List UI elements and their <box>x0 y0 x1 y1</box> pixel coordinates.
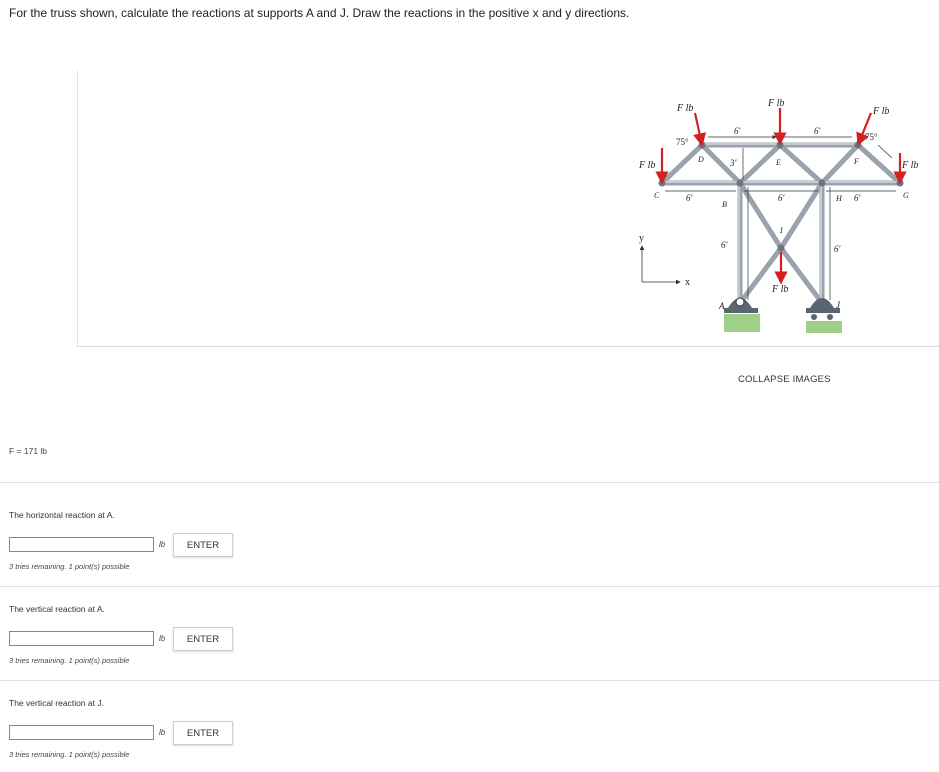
dim-EF: 6' <box>814 126 821 136</box>
load-label-D: F lb <box>677 103 694 114</box>
support-A <box>724 298 760 332</box>
coordinate-axes <box>639 233 690 288</box>
member-highlights <box>662 144 900 303</box>
unit-label: lb <box>159 728 166 737</box>
tries-remaining: 3 tries remaining. 1 point(s) possible <box>9 562 130 571</box>
enter-button[interactable]: ENTER <box>173 533 233 557</box>
node-I: I <box>780 226 783 235</box>
axis-x-label: x <box>685 277 690 288</box>
tries-remaining: 3 tries remaining. 1 point(s) possible <box>9 750 130 759</box>
node-J: J <box>836 300 840 310</box>
dim-HG: 6' <box>854 193 861 203</box>
divider <box>0 680 939 681</box>
angle-label-F: 75° <box>865 132 878 142</box>
divider <box>0 586 939 587</box>
problem-statement: For the truss shown, calculate the reactions at supports A and J. Draw the reactions in the positive x and y directions. <box>9 6 630 20</box>
answer-input-vertical-A[interactable] <box>9 631 154 646</box>
answer-input-horizontal-A[interactable] <box>9 537 154 552</box>
load-label-F: F lb <box>873 106 890 117</box>
dim-DE: 6' <box>734 126 741 136</box>
node-B: B <box>722 200 727 209</box>
dim-CB: 6' <box>686 193 693 203</box>
node-E: E <box>776 158 781 167</box>
load-label-G: F lb <box>902 160 919 171</box>
dim-JH: 6' <box>834 244 841 254</box>
tries-remaining: 3 tries remaining. 1 point(s) possible <box>9 656 130 665</box>
truss-diagram <box>630 88 939 348</box>
load-label-C: F lb <box>639 160 656 171</box>
given-force-value: F = 171 lb <box>9 446 48 456</box>
unit-label: lb <box>159 540 166 549</box>
node-A: A <box>719 301 725 311</box>
enter-button[interactable]: ENTER <box>173 721 233 745</box>
axis-y-label: y <box>639 233 644 244</box>
dim-BH: 6' <box>778 193 785 203</box>
dim-height: 3' <box>730 158 737 168</box>
question-label-horizontal-A: The horizontal reaction at A. <box>9 510 115 520</box>
load-label-E: F lb <box>768 98 785 109</box>
unit-label: lb <box>159 634 166 643</box>
node-H: H <box>836 194 842 203</box>
question-label-vertical-J: The vertical reaction at J. <box>9 698 104 708</box>
node-G: G <box>903 191 909 200</box>
node-C: C <box>654 191 660 200</box>
collapse-images-link[interactable]: COLLAPSE IMAGES <box>738 374 831 385</box>
load-label-I: F lb <box>772 284 789 295</box>
divider <box>0 482 939 483</box>
node-F: F <box>854 157 859 166</box>
answer-input-vertical-J[interactable] <box>9 725 154 740</box>
question-label-vertical-A: The vertical reaction at A. <box>9 604 105 614</box>
truss-members <box>662 145 900 303</box>
angle-label-D: 75° <box>676 137 689 147</box>
dim-AB: 6' <box>721 240 728 250</box>
enter-button[interactable]: ENTER <box>173 627 233 651</box>
node-D: D <box>698 155 704 164</box>
